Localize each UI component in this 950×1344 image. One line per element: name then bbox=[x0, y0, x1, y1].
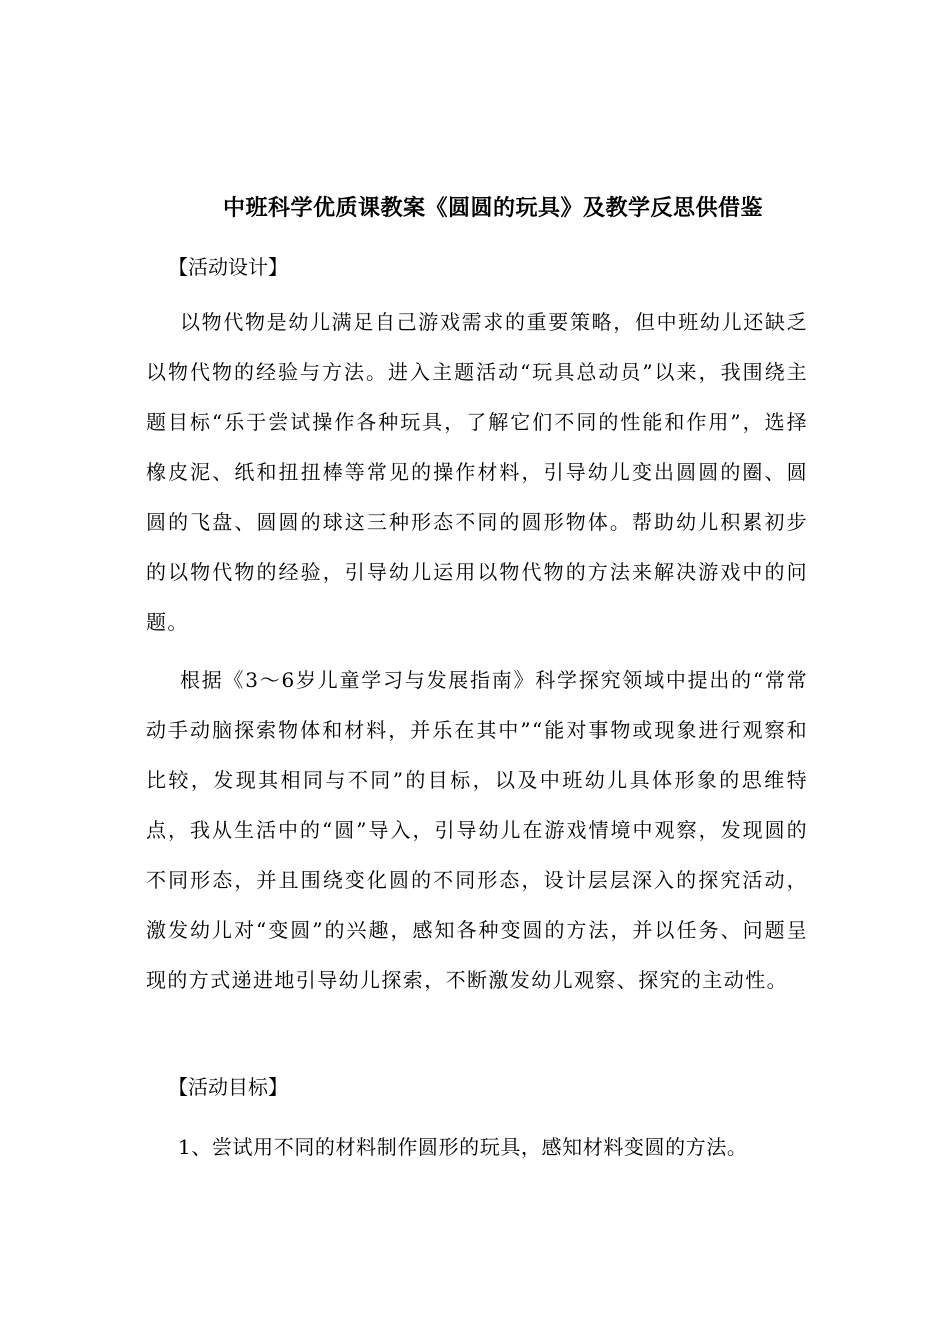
paragraph-design-2: 根据《3～6岁儿童学习与发展指南》科学探究领域中提出的“常常动手动脑探索物体和材料，并乐在其中”“能对事物或现象进行观察和比较，发现其相同与不同”的目标，以及中班幼儿具体形象的思维特点，我从生活中的“圆”导入，引导幼儿在游戏情境中观察，发现圆的不同形态，并且围绕变化圆的不同形态，设计层层深入的探究活动，激发幼儿对“变圆”的兴趣，感知各种变圆的方法，并以任务、问题呈现的方式递进地引导幼儿探索，不断激发幼儿观察、探究的主动性。 bbox=[146, 668, 808, 992]
section-heading-activity-design: 【活动设计】 bbox=[168, 255, 288, 279]
paragraph-design-1: 以物代物是幼儿满足自己游戏需求的重要策略，但中班幼儿还缺乏以物代物的经验与方法。进入主题活动“玩具总动员”以来，我围绕主题目标“乐于尝试操作各种玩具，了解它们不同的性能和作用”，选择橡皮泥、纸和扭扭棒等常见的操作材料，引导幼儿变出圆圆的圈、圆圆的飞盘、圆圆的球这三种形态不同的圆形物体。帮助幼儿积累初步的以物代物的经验，引导幼儿运用以物代物的方法来解决游戏中的问题。 bbox=[146, 310, 808, 634]
document-title: 中班科学优质课教案《圆圆的玩具》及教学反思供借鉴 bbox=[222, 195, 763, 221]
goal-item-1: 1、尝试用不同的材料制作圆形的玩具，感知材料变圆的方法。 bbox=[178, 1135, 748, 1159]
section-heading-activity-goals: 【活动目标】 bbox=[168, 1075, 288, 1099]
